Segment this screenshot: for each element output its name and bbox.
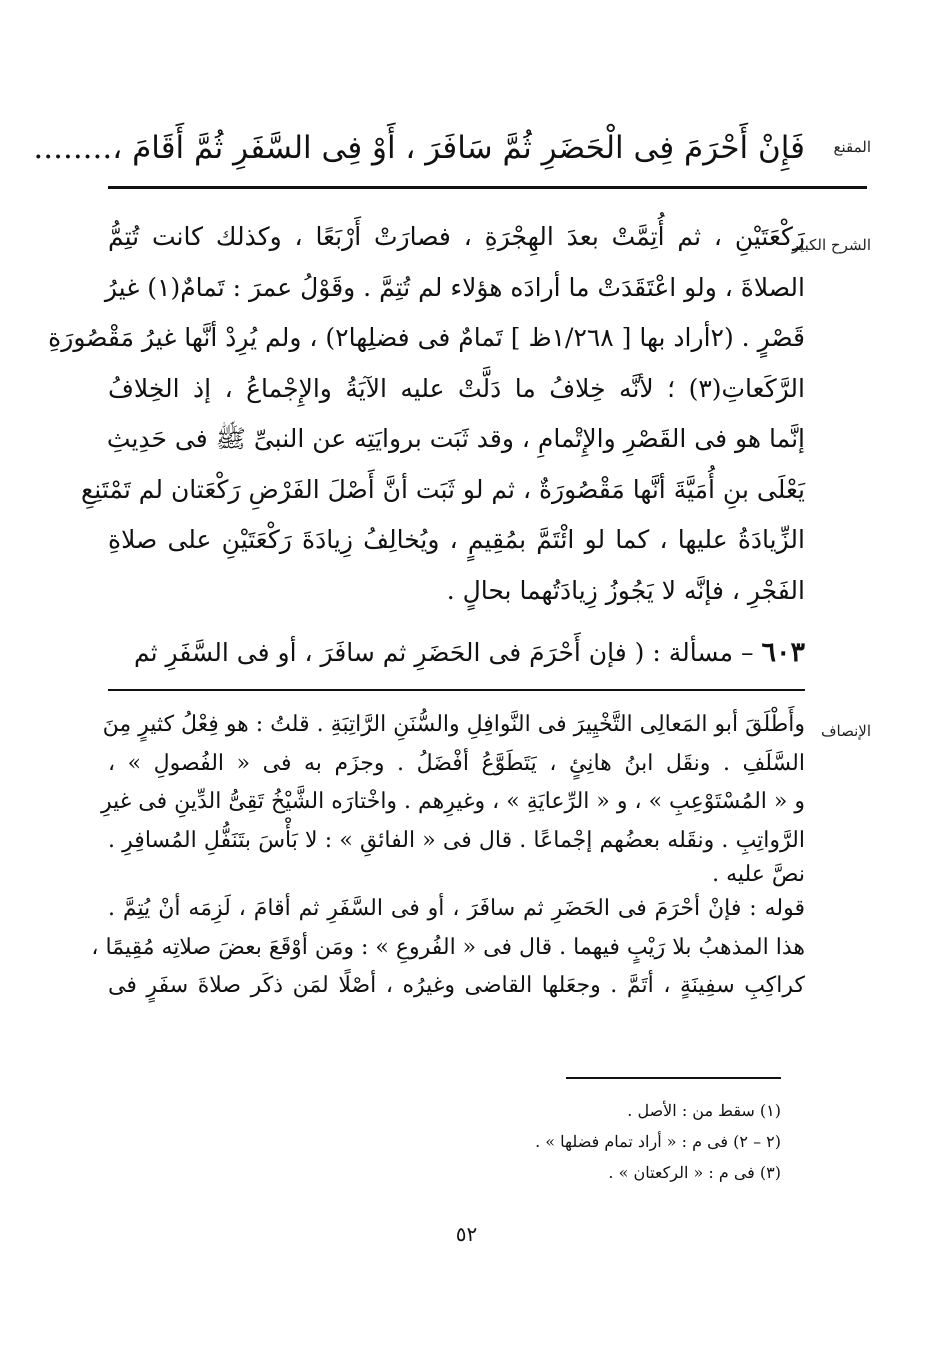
footnotes <box>281 1095 781 1188</box>
text-line: كراكِبِ سفِينَةٍ ، أتَمَّ . وجعَلها القاضى وغيرُه ، أصْلًا لمَن ذكَر صلاةَ سفَرٍ فى <box>108 973 806 998</box>
muqni-text: فَإِنْ أَحْرَمَ فِى الْحَضَرِ ثُمَّ سَافَرَ ، أَوْ فِى السَّفَرِ ثُمَّ أَقَامَ ،........ <box>33 130 805 166</box>
text-line: و « المُسْتَوْعِبِ » ، و « الرِّعايَةِ » ، وغيرِهم . واخْتارَه الشَّيْخُ تَقِىُّ الدِّينِ فى غيرِ <box>101 789 805 814</box>
text-line: يَعْلَى بنِ أُمَيَّةَ أنَّها مَقْصُورَةٌ ، ثم لو ثَبَت أنَّ أَصْلَ الفَرْضِ رَكْعَتان لم تَمْتَنِعِ <box>80 474 805 504</box>
text-line: الزِّيادَةُ عليها ، كما لو ائْتَمَّ بمُقِيمٍ ، ويُخالِفُ زِيادَةَ رَكْعَتَيْنِ على صلاةِ <box>108 525 805 554</box>
text-line: الرَّواتِبِ . ونقَله بعضُهم إجْماعًا . قال فى « الفائقِ » : لا بَأْسَ بتَنَفُّلِ المُسافِرِ . <box>108 827 805 853</box>
text-line: رَكْعَتَيْنِ ، ثم أُتِمَّتْ بعدَ الهِجْرَةِ ، فصارَتْ أَرْبَعًا ، وكذلك كانت تُتِمُّ <box>108 222 805 251</box>
text-line: وأَطْلَقَ أبو المَعالِى التَّخْيِيرَ فى النَّوافِلِ والسُّنَنِ الرَّاتِبَةِ . قلتُ : هو فِعْلُ كثيرٍ مِنَ <box>102 712 805 737</box>
insaf-text-block <box>91 706 806 1006</box>
page-number: ٥٢ <box>455 1222 478 1246</box>
text-line: إنَّما هو فى القَصْرِ والإِتْمامِ ، وقد ثَبَت بروايَتِه عن النبىِّ ﷺ فى حَدِيثِ <box>106 424 805 453</box>
text-line: الصلاةَ ، ولو اعْتَقَدَتْ ما أرادَه هؤلاء لم تُتِمَّ . وقَوْلُ عمرَ : تَمامٌ(١) غيرُ <box>104 272 805 302</box>
footnote: (٢ – ٢) فى م : « أراد تمام فضلها » . <box>535 1132 781 1151</box>
headline-divider <box>108 186 867 189</box>
text-line: نصَّ عليه . <box>712 862 805 887</box>
masala-text: – مسألة : ( فإن أَحْرَمَ فى الحَضَرِ ثم سافَرَ ، أو فى السَّفَرِ ثم <box>134 638 754 667</box>
section-label-sharh: الشرح الكبير <box>791 236 871 254</box>
footnote: (١) سقط من : الأصل . <box>627 1101 781 1120</box>
text-line: الرَّكَعاتِ(٣) ؛ لأنَّه خِلافُ ما دَلَّتْ عليه الآيَةُ والإِجْماعُ ، إذ الخِلافُ <box>108 373 805 403</box>
masala-number: ٦٠٣ <box>761 637 805 668</box>
section-divider <box>108 689 805 691</box>
footnote-divider <box>566 1077 781 1079</box>
text-line: هذا المذهبُ بلا رَيْبٍ فيهما . قال فى « الفُروعِ » : ومَن أوْقَعَ بعضَ صلاتِه مُقِيمًا ، <box>91 934 805 960</box>
text-line: قَصْرٍ . (٢أراد بها [ ١/٢٦٨ظ ] تَمامٌ فى فضلِها٢) ، ولم يُرِدْ أنَّها غيرُ مَقْصُورَةِ <box>48 323 805 352</box>
text-line: قوله : فإنْ أحْرَمَ فى الحَضَرِ ثم سافَرَ ، أو فى السَّفَرِ ثم أقامَ ، لَزِمَه أنْ يُتِمَّ . <box>108 896 805 921</box>
sharh-text-block <box>48 212 805 616</box>
text-line: السَّلَفِ . ونقَل ابنُ هانِئٍ ، يَتَطَوَّعُ أفْضَلُ . وجزَم به فى « الفُصولِ » ، <box>108 750 805 776</box>
section-label-insaf: الإنصاف <box>820 722 871 740</box>
text-line: الفَجْرِ ، فإنَّه لا يَجُوزُ زِيادَتُهما بحالٍ . <box>446 575 805 605</box>
footnote: (٣) فى م : « الركعتان » . <box>608 1163 781 1182</box>
section-label-muqni: المقنع <box>833 138 871 156</box>
masala-heading <box>108 628 805 678</box>
